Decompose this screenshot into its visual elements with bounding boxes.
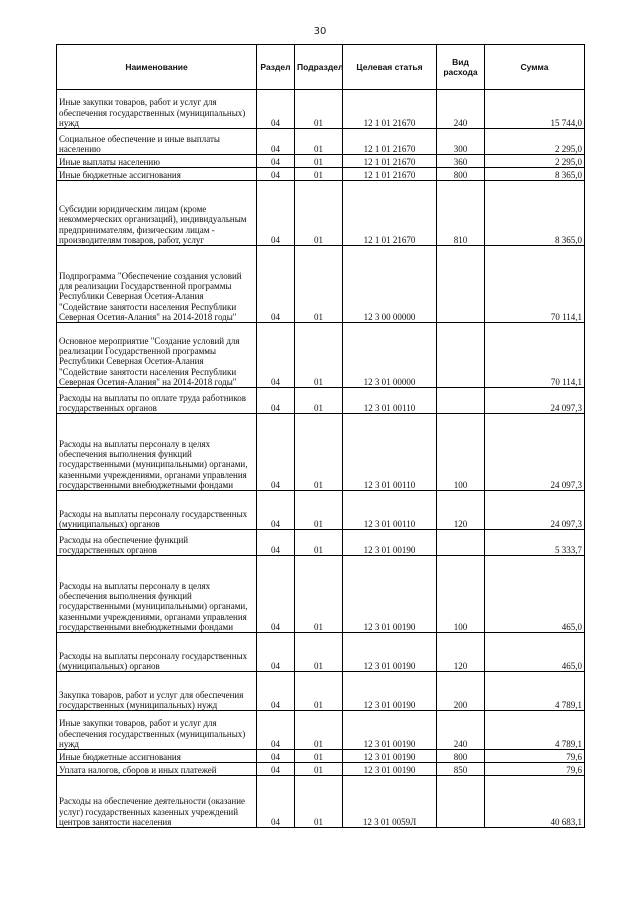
cell-name: Иные бюджетные ассигнования xyxy=(57,750,257,763)
cell-summa: 8 365,0 xyxy=(485,168,585,181)
table-row xyxy=(57,633,585,672)
cell-summa: 5 333,7 xyxy=(485,530,585,556)
cell-podrazdel: 01 xyxy=(295,556,343,633)
table-row xyxy=(57,414,585,491)
table-row xyxy=(57,388,585,414)
cell-statya: 12 1 01 21670 xyxy=(343,181,437,246)
cell-summa: 4 789,1 xyxy=(485,711,585,750)
cell-summa: 465,0 xyxy=(485,556,585,633)
cell-summa: 79,6 xyxy=(485,763,585,776)
cell-vid: 240 xyxy=(437,711,485,750)
cell-podrazdel: 01 xyxy=(295,414,343,491)
cell-summa: 79,6 xyxy=(485,750,585,763)
cell-statya: 12 3 01 00190 xyxy=(343,750,437,763)
cell-podrazdel: 01 xyxy=(295,750,343,763)
cell-summa: 24 097,3 xyxy=(485,414,585,491)
cell-podrazdel: 01 xyxy=(295,181,343,246)
column-header-podrazdel: Подраздел xyxy=(295,45,343,90)
cell-razdel: 04 xyxy=(257,711,295,750)
cell-summa: 8 365,0 xyxy=(485,181,585,246)
cell-podrazdel: 01 xyxy=(295,155,343,168)
cell-podrazdel: 01 xyxy=(295,129,343,155)
cell-name: Расходы на обеспечение функций государственных органов xyxy=(57,530,257,556)
cell-vid xyxy=(437,246,485,323)
cell-razdel: 04 xyxy=(257,181,295,246)
cell-name: Расходы на выплаты персоналу государственных (муниципальных) органов xyxy=(57,491,257,530)
table-row xyxy=(57,776,585,828)
table-row xyxy=(57,672,585,711)
cell-vid: 360 xyxy=(437,155,485,168)
cell-vid xyxy=(437,530,485,556)
table-row xyxy=(57,530,585,556)
cell-podrazdel: 01 xyxy=(295,776,343,828)
column-header-razdel: Раздел xyxy=(257,45,295,90)
cell-statya: 12 3 01 00110 xyxy=(343,414,437,491)
cell-razdel: 04 xyxy=(257,246,295,323)
cell-vid: 850 xyxy=(437,763,485,776)
cell-podrazdel: 01 xyxy=(295,491,343,530)
cell-vid: 100 xyxy=(437,556,485,633)
table-header-row xyxy=(57,45,585,90)
cell-vid: 800 xyxy=(437,750,485,763)
cell-name: Основное мероприятие "Создание условий для реализации Государственной программы Республики Северная Осетия-Алания "Содействие занятости населения Республики Северная Осетия-Алания" на 2014-2018 годы" xyxy=(57,323,257,388)
cell-razdel: 04 xyxy=(257,388,295,414)
cell-summa: 24 097,3 xyxy=(485,388,585,414)
cell-statya: 12 3 01 00110 xyxy=(343,491,437,530)
cell-podrazdel: 01 xyxy=(295,763,343,776)
cell-statya: 12 1 01 21670 xyxy=(343,168,437,181)
cell-podrazdel: 01 xyxy=(295,323,343,388)
cell-razdel: 04 xyxy=(257,129,295,155)
cell-vid: 120 xyxy=(437,491,485,530)
cell-statya: 12 3 01 00190 xyxy=(343,530,437,556)
cell-vid: 300 xyxy=(437,129,485,155)
column-header-vid: Вид расхода xyxy=(437,45,485,90)
cell-statya: 12 1 01 21670 xyxy=(343,129,437,155)
cell-name: Иные закупки товаров, работ и услуг для обеспечения государственных (муниципальных) нужд xyxy=(57,711,257,750)
table-row xyxy=(57,129,585,155)
table-row xyxy=(57,763,585,776)
cell-podrazdel: 01 xyxy=(295,168,343,181)
cell-statya: 12 3 01 0059Л xyxy=(343,776,437,828)
cell-name: Расходы на выплаты персоналу в целях обеспечения выполнения функций государственными (муниципальными) органами, казенными учреждениями, органами управления государственными внебюджетными фондами xyxy=(57,414,257,491)
cell-statya: 12 3 01 00190 xyxy=(343,763,437,776)
cell-vid: 800 xyxy=(437,168,485,181)
cell-name: Иные выплаты населению xyxy=(57,155,257,168)
cell-podrazdel: 01 xyxy=(295,633,343,672)
cell-summa: 465,0 xyxy=(485,633,585,672)
cell-vid xyxy=(437,776,485,828)
cell-vid: 120 xyxy=(437,633,485,672)
cell-razdel: 04 xyxy=(257,90,295,129)
cell-name: Уплата налогов, сборов и иных платежей xyxy=(57,763,257,776)
cell-razdel: 04 xyxy=(257,763,295,776)
cell-name: Расходы на выплаты по оплате труда работников государственных органов xyxy=(57,388,257,414)
cell-statya: 12 3 01 00110 xyxy=(343,388,437,414)
table-row xyxy=(57,711,585,750)
cell-podrazdel: 01 xyxy=(295,530,343,556)
cell-name: Социальное обеспечение и иные выплаты населению xyxy=(57,129,257,155)
cell-vid: 100 xyxy=(437,414,485,491)
cell-summa: 70 114,1 xyxy=(485,323,585,388)
cell-statya: 12 1 01 21670 xyxy=(343,155,437,168)
table-row xyxy=(57,90,585,129)
cell-name: Иные бюджетные ассигнования xyxy=(57,168,257,181)
page-number: 30 xyxy=(313,26,327,37)
cell-vid: 810 xyxy=(437,181,485,246)
cell-summa: 2 295,0 xyxy=(485,155,585,168)
cell-razdel: 04 xyxy=(257,776,295,828)
cell-razdel: 04 xyxy=(257,323,295,388)
column-header-name: Наименование xyxy=(57,45,257,90)
table-row xyxy=(57,323,585,388)
cell-summa: 24 097,3 xyxy=(485,491,585,530)
cell-razdel: 04 xyxy=(257,556,295,633)
table-body xyxy=(57,90,585,828)
cell-vid xyxy=(437,323,485,388)
table-row xyxy=(57,491,585,530)
table-row xyxy=(57,181,585,246)
cell-razdel: 04 xyxy=(257,491,295,530)
cell-name: Расходы на выплаты персоналу государственных (муниципальных) органов xyxy=(57,633,257,672)
cell-statya: 12 3 00 00000 xyxy=(343,246,437,323)
cell-razdel: 04 xyxy=(257,530,295,556)
cell-vid: 200 xyxy=(437,672,485,711)
table-row xyxy=(57,246,585,323)
cell-name: Расходы на обеспечение деятельности (оказание услуг) государственных казенных учреждений центров занятости населения xyxy=(57,776,257,828)
cell-summa: 70 114,1 xyxy=(485,246,585,323)
column-header-summa: Сумма xyxy=(485,45,585,90)
cell-podrazdel: 01 xyxy=(295,388,343,414)
cell-statya: 12 3 01 00190 xyxy=(343,556,437,633)
cell-statya: 12 3 01 00190 xyxy=(343,672,437,711)
column-header-statya: Целевая статья xyxy=(343,45,437,90)
budget-table xyxy=(56,44,585,828)
cell-summa: 40 683,1 xyxy=(485,776,585,828)
cell-podrazdel: 01 xyxy=(295,672,343,711)
cell-name: Иные закупки товаров, работ и услуг для обеспечения государственных (муниципальных) нужд xyxy=(57,90,257,129)
cell-razdel: 04 xyxy=(257,633,295,672)
table-row xyxy=(57,750,585,763)
cell-razdel: 04 xyxy=(257,155,295,168)
cell-podrazdel: 01 xyxy=(295,711,343,750)
cell-razdel: 04 xyxy=(257,750,295,763)
cell-statya: 12 3 01 00190 xyxy=(343,633,437,672)
cell-vid xyxy=(437,388,485,414)
cell-podrazdel: 01 xyxy=(295,90,343,129)
cell-razdel: 04 xyxy=(257,672,295,711)
cell-statya: 12 3 01 00000 xyxy=(343,323,437,388)
cell-podrazdel: 01 xyxy=(295,246,343,323)
cell-statya: 12 3 01 00190 xyxy=(343,711,437,750)
cell-name: Закупка товаров, работ и услуг для обеспечения государственных (муниципальных) нужд xyxy=(57,672,257,711)
table-row xyxy=(57,168,585,181)
cell-razdel: 04 xyxy=(257,414,295,491)
cell-statya: 12 1 01 21670 xyxy=(343,90,437,129)
table-row xyxy=(57,155,585,168)
cell-summa: 4 789,1 xyxy=(485,672,585,711)
cell-summa: 2 295,0 xyxy=(485,129,585,155)
cell-summa: 15 744,0 xyxy=(485,90,585,129)
cell-name: Субсидии юридическим лицам (кроме некоммерческих организаций), индивидуальным предпринимателям, физическим лицам - производителям товаров, работ, услуг xyxy=(57,181,257,246)
cell-vid: 240 xyxy=(437,90,485,129)
table-row xyxy=(57,556,585,633)
cell-name: Подпрограмма "Обеспечение создания условий для реализации Государственной программы Республики Северная Осетия-Алания "Содействие занятости населения Республики Северная Осетия-Алания" на 2014-2018 годы" xyxy=(57,246,257,323)
cell-razdel: 04 xyxy=(257,168,295,181)
cell-name: Расходы на выплаты персоналу в целях обеспечения выполнения функций государственными (муниципальными) органами, казенными учреждениями, органами управления государственными внебюджетными фондами xyxy=(57,556,257,633)
